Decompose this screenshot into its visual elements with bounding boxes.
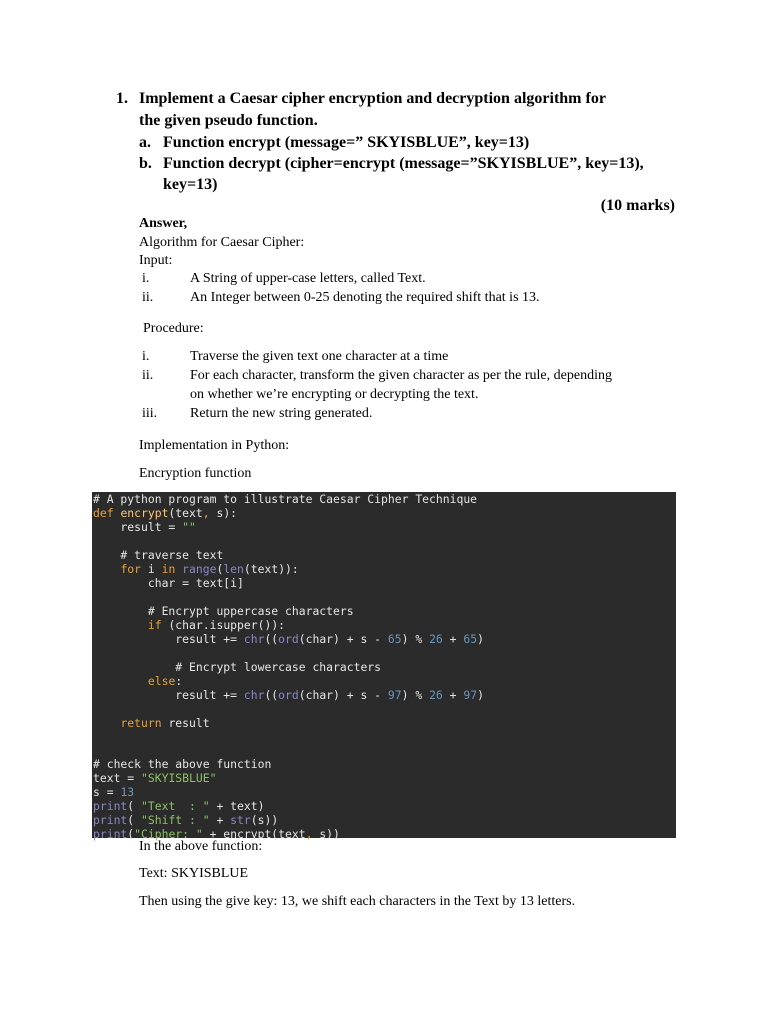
procedure-num-1: i.	[142, 349, 150, 364]
code-line-13: # Encrypt lowercase characters	[93, 660, 382, 674]
keyword: return	[120, 716, 162, 730]
number: 26	[429, 632, 443, 646]
code-comma: ,	[305, 827, 313, 841]
part-a-text: Function encrypt (message=” SKYISBLUE”, key=13)	[163, 134, 530, 151]
after-line-2: Text: SKYISBLUE	[139, 866, 249, 881]
code-text: + text)	[209, 799, 265, 813]
code-text: (	[216, 562, 224, 576]
number: 65	[463, 632, 478, 646]
part-a-label: a.	[139, 134, 151, 151]
code-text: :	[175, 674, 183, 688]
code-line-9: # Encrypt uppercase characters	[93, 604, 354, 618]
keyword: if	[147, 618, 162, 632]
number: 65	[387, 632, 402, 646]
implementation-label: Implementation in Python:	[139, 438, 290, 453]
procedure-text-3: Return the new string generated.	[190, 406, 373, 421]
algorithm-title: Algorithm for Caesar Cipher:	[139, 235, 305, 250]
after-line-3: Then using the give key: 13, we shift each characters in the Text by 13 letters.	[139, 894, 576, 909]
procedure-text-2-line1: For each character, transform the given character as per the rule, depending	[190, 368, 612, 383]
code-text: (	[127, 799, 142, 813]
code-line-14	[93, 674, 182, 688]
code-line-25	[93, 827, 340, 841]
input-num-2: ii.	[142, 290, 154, 305]
number: 97	[387, 688, 402, 702]
input-text-2: An Integer between 0-25 denoting the required shift that is 13.	[190, 290, 540, 305]
builtin: print	[93, 799, 128, 813]
builtin: range	[182, 562, 217, 576]
number: 13	[120, 785, 135, 799]
code-line-20: # check the above function	[93, 757, 272, 771]
code-text: ) %	[401, 688, 430, 702]
keyword: in	[161, 562, 176, 576]
code-line-22	[93, 785, 134, 799]
builtin: print	[93, 813, 128, 827]
code-text: +	[209, 813, 231, 827]
procedure-num-2: ii.	[142, 368, 154, 383]
code-text: result =	[93, 520, 183, 534]
procedure-text-2-line2: on whether we’re encrypting or decrypting the text.	[190, 387, 479, 402]
code-line-5: # traverse text	[93, 548, 224, 562]
code-string: "SKYISBLUE"	[141, 771, 217, 785]
keyword: def	[93, 506, 114, 520]
code-string: "Text : "	[141, 799, 210, 813]
code-string: "Shift : "	[141, 813, 210, 827]
answer-heading: Answer,	[139, 216, 188, 231]
code-text: +	[442, 688, 464, 702]
code-text: (s))	[250, 813, 279, 827]
keyword: for	[120, 562, 142, 576]
code-text: ((	[264, 632, 279, 646]
code-text: result +=	[93, 688, 244, 702]
builtin: print	[93, 827, 128, 841]
code-text: (text	[168, 506, 203, 520]
code-text: + encrypt(text	[202, 827, 306, 841]
code-text: s):	[209, 506, 238, 520]
part-b-text-line2: key=13)	[163, 176, 218, 193]
code-line-24	[93, 813, 278, 827]
builtin: len	[223, 562, 244, 576]
code-text: (text)):	[243, 562, 299, 576]
procedure-text-1: Traverse the given text one character at a time	[190, 349, 449, 364]
code-text: s =	[93, 785, 121, 799]
number: 97	[463, 688, 478, 702]
code-text: ) %	[401, 632, 430, 646]
code-line-3	[93, 520, 196, 534]
code-text: result	[161, 716, 210, 730]
encryption-label: Encryption function	[139, 466, 252, 481]
code-block	[92, 492, 676, 841]
code-text: )	[477, 688, 484, 702]
question-number: 1.	[116, 90, 128, 107]
keyword: else	[147, 674, 176, 688]
function-name: encrypt	[120, 506, 169, 520]
builtin: str	[230, 813, 251, 827]
question-title-line2: the given pseudo function.	[139, 112, 318, 129]
code-line-11	[93, 632, 484, 646]
builtin: ord	[278, 632, 299, 646]
code-line-17	[93, 716, 210, 730]
code-text: +	[442, 632, 464, 646]
code-line-23	[93, 799, 264, 813]
code-text: (	[127, 827, 135, 841]
marks: (10 marks)	[600, 197, 675, 214]
code-string: "Cipher: "	[134, 827, 203, 841]
code-text: (char) + s -	[298, 688, 388, 702]
input-text-1: A String of upper-case letters, called Text.	[190, 271, 426, 286]
part-b-label: b.	[139, 155, 152, 172]
code-text: (	[127, 813, 142, 827]
procedure-label: Procedure:	[143, 321, 204, 336]
builtin: chr	[243, 688, 265, 702]
code-text: )	[477, 632, 484, 646]
input-label: Input:	[139, 253, 173, 268]
code-text: s))	[312, 827, 340, 841]
procedure-num-3: iii.	[142, 406, 158, 421]
code-line-2	[93, 506, 237, 520]
number: 26	[429, 688, 443, 702]
after-line-1: In the above function:	[139, 839, 263, 854]
code-text: ((	[264, 688, 279, 702]
code-line-15	[93, 688, 484, 702]
code-text: (char) + s -	[298, 632, 388, 646]
input-num-1: i.	[142, 271, 150, 286]
code-text: (char.isupper()):	[161, 618, 286, 632]
code-string: ""	[182, 520, 196, 534]
question-title-line1: Implement a Caesar cipher encryption and decryption algorithm for	[139, 90, 606, 107]
builtin: chr	[243, 632, 265, 646]
code-comma: ,	[202, 506, 210, 520]
part-b-text-line1: Function decrypt (cipher=encrypt (message=”SKYISBLUE”, key=13),	[163, 155, 644, 172]
code-text: result +=	[93, 632, 244, 646]
code-line-21	[93, 771, 216, 785]
code-text: text =	[93, 771, 142, 785]
code-line-7: char = text[i]	[93, 576, 244, 590]
code-text: i	[141, 562, 162, 576]
builtin: ord	[278, 688, 299, 702]
code-line-1: # A python program to illustrate Caesar Cipher Technique	[93, 492, 478, 506]
code-line-6	[93, 562, 299, 576]
code-line-10	[93, 618, 285, 632]
